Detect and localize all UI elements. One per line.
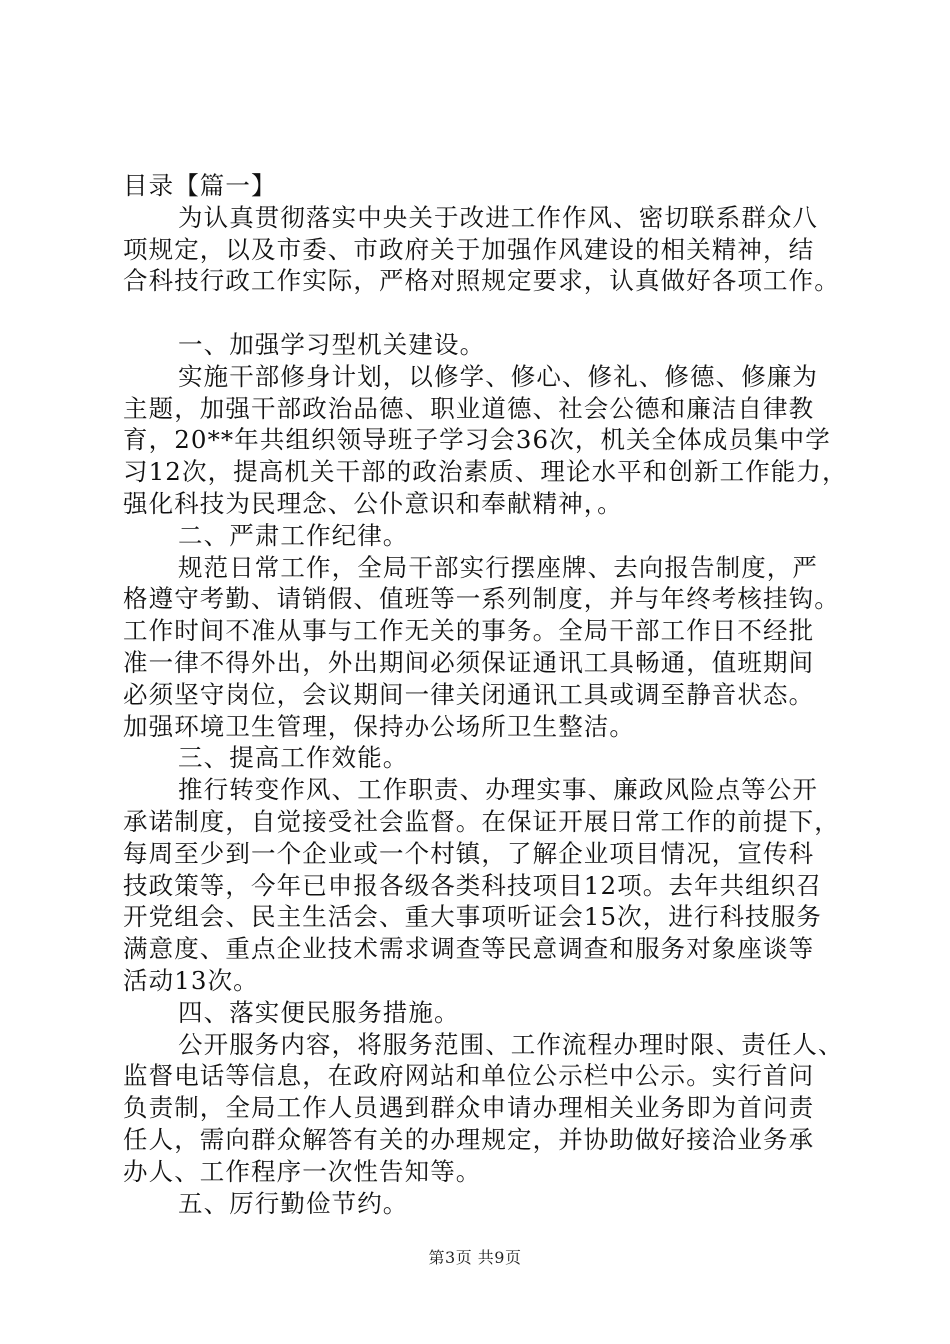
- body-line: 满意度、重点企业技术需求调查等民意调查和服务对象座谈等: [123, 934, 815, 964]
- intro-line: 为认真贯彻落实中央关于改进工作作风、密切联系群众八: [178, 202, 818, 232]
- body-line: 负责制，全局工作人员遇到群众申请办理相关业务即为首问责: [123, 1093, 815, 1123]
- body-line: 习12次，提高机关干部的政治素质、理论水平和创新工作能力，: [123, 457, 848, 487]
- body-line: 工作时间不准从事与工作无关的事务。全局干部工作日不经批: [123, 616, 815, 646]
- body-line: 主题，加强干部政治品德、职业道德、社会公德和廉洁自律教: [123, 393, 815, 423]
- body-line: 承诺制度，自觉接受社会监督。在保证开展日常工作的前提下，: [123, 806, 840, 836]
- body-line: 规范日常工作，全局干部实行摆座牌、去向报告制度，严: [178, 552, 818, 582]
- section-title: 二、严肃工作纪律。: [178, 520, 409, 550]
- section-title: 一、加强学习型机关建设。: [178, 329, 486, 359]
- body-line: 监督电话等信息，在政府网站和单位公示栏中公示。实行首问: [123, 1061, 815, 1091]
- body-line: 办人、工作程序一次性告知等。: [123, 1156, 482, 1186]
- body-line: 每周至少到一个企业或一个村镇，了解企业项目情况，宣传科: [123, 838, 815, 868]
- document-body: [123, 170, 848, 1219]
- body-line: 加强环境卫生管理，保持办公场所卫生整洁。: [123, 711, 635, 741]
- body-line: 实施干部修身计划，以修学、修心、修礼、修德、修廉为: [178, 361, 818, 391]
- intro-line: 项规定，以及市委、市政府关于加强作风建设的相关精神，结: [123, 234, 815, 264]
- body-line: 开党组会、民主生活会、重大事项听证会15次，进行科技服务: [123, 902, 822, 932]
- intro-line: 合科技行政工作实际，严格对照规定要求，认真做好各项工作。: [123, 266, 840, 296]
- body-line: 育，20**年共组织领导班子学习会36次，机关全体成员集中学: [123, 425, 831, 455]
- body-line: 强化科技为民理念、公仆意识和奉献精神，。: [123, 488, 623, 518]
- section-title: 四、落实便民服务措施。: [178, 997, 460, 1027]
- body-line: 推行转变作风、工作职责、办理实事、廉政风险点等公开: [178, 775, 818, 805]
- body-line: 格遵守考勤、请销假、值班等一系列制度，并与年终考核挂钩。: [123, 584, 840, 614]
- page-number-footer: 第3页 共9页: [428, 1248, 522, 1267]
- body-line: 技政策等，今年已申报各级各类科技项目12项。去年共组织召: [123, 870, 822, 900]
- body-line: 公开服务内容，将服务范围、工作流程办理时限、责任人、: [178, 1029, 844, 1059]
- paragraph-gap: [123, 297, 835, 329]
- document-heading: 目录【篇一】: [123, 171, 277, 200]
- section-title: 五、厉行勤俭节约。: [178, 1188, 409, 1218]
- body-line: 任人，需向群众解答有关的办理规定，并协助做好接洽业务承: [123, 1124, 815, 1154]
- body-line: 活动13次。: [123, 965, 259, 995]
- section-title: 三、提高工作效能。: [178, 743, 409, 773]
- body-line: 必须坚守岗位，会议期间一律关闭通讯工具或调至静音状态。: [123, 679, 815, 709]
- body-line: 准一律不得外出，外出期间必须保证通讯工具畅通，值班期间: [123, 647, 815, 677]
